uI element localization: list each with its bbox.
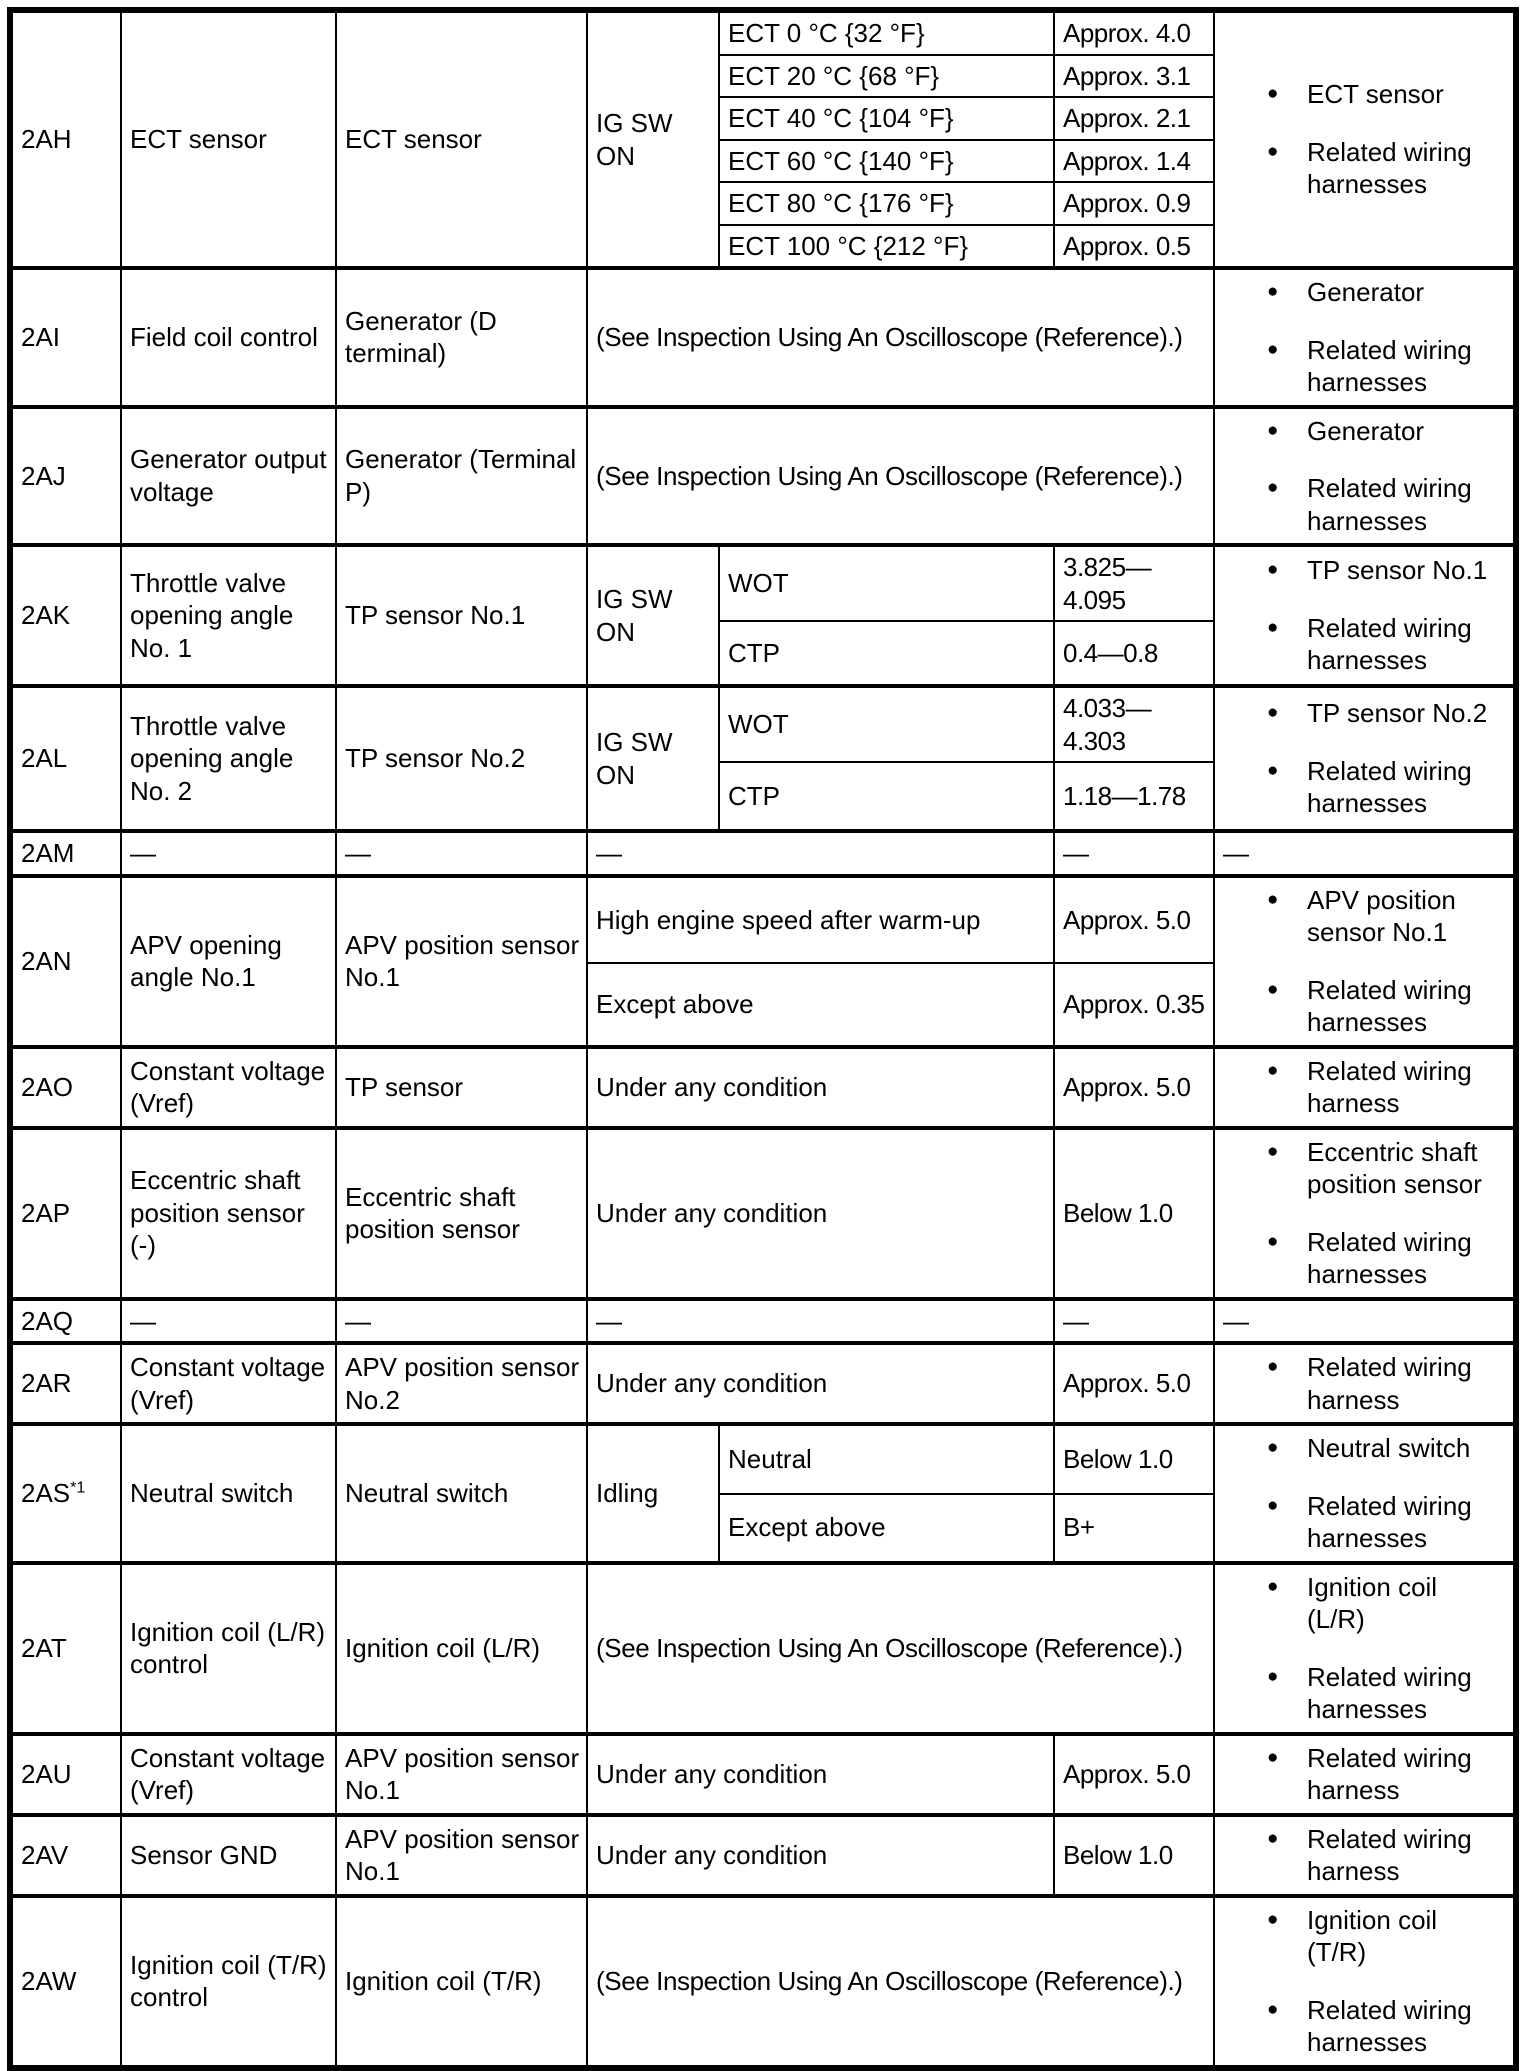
inspection-item xyxy=(1267,78,1509,111)
connected-to-cell: TP sensor No.1 xyxy=(336,545,587,686)
inspection-item-label: Related wiring harness xyxy=(1307,1352,1472,1415)
bullet-icon: ● xyxy=(1267,1746,1279,1768)
signal-cell: Constant voltage (Vref) xyxy=(121,1343,336,1424)
value-cell: Approx. 3.1 xyxy=(1054,55,1214,98)
inspection-item-label: Related wiring harnesses xyxy=(1307,1226,1472,1289)
inspection-item xyxy=(1267,884,1509,949)
inspection-item-label: Generator xyxy=(1307,277,1425,307)
inspection-item-label: Related wiring harnesses xyxy=(1307,612,1472,676)
inspection-item-label: Ignition coil (L/R) xyxy=(1307,1571,1438,1634)
inspection-list xyxy=(1219,1571,1509,1726)
inspection-item-label: Neutral switch xyxy=(1307,1433,1471,1463)
condition-cell: Under any condition xyxy=(587,1734,1054,1815)
value-cell: Approx. 4.0 xyxy=(1054,10,1214,55)
condition-cell: — xyxy=(587,831,1054,876)
terminal-code-cell: 2AT xyxy=(10,1563,121,1734)
inspection-cell xyxy=(1214,1128,1516,1299)
terminal-code-cell xyxy=(10,1424,121,1563)
inspection-cell xyxy=(1214,10,1516,268)
inspection-item-label: Related wiring harness xyxy=(1307,1055,1472,1118)
inspection-item-label: Related wiring harness xyxy=(1307,1742,1472,1805)
bullet-icon: ● xyxy=(1267,281,1279,302)
terminal-code-cell: 2AU xyxy=(10,1734,121,1815)
inspection-cell: — xyxy=(1214,831,1516,876)
value-cell: Approx. 0.5 xyxy=(1054,225,1214,269)
signal-cell: Constant voltage (Vref) xyxy=(121,1047,336,1128)
connected-to-cell: TP sensor No.2 xyxy=(336,686,587,831)
inspection-item xyxy=(1267,1661,1509,1726)
signal-cell: Field coil control xyxy=(121,268,336,407)
terminal-code-cell: 2AW xyxy=(10,1896,121,2068)
terminal-code-cell: 2AP xyxy=(10,1128,121,1299)
inspection-list xyxy=(1219,1351,1509,1416)
terminal-code-cell: 2AJ xyxy=(10,407,121,546)
condition-cell: IG SW ON xyxy=(587,545,719,686)
inspection-item xyxy=(1267,334,1509,399)
table-row xyxy=(10,10,1516,55)
connected-to-cell: — xyxy=(336,831,587,876)
signal-cell: Throttle valve opening angle No. 1 xyxy=(121,545,336,686)
connected-to-cell: Neutral switch xyxy=(336,1424,587,1563)
sub-condition-cell: Except above xyxy=(587,963,1054,1046)
sub-condition-cell: CTP xyxy=(719,621,1054,686)
inspection-item xyxy=(1267,1490,1509,1555)
terminal-code-cell: 2AI xyxy=(10,268,121,407)
connected-to-cell: APV position sensor No.2 xyxy=(336,1343,587,1424)
inspection-cell xyxy=(1214,407,1516,546)
inspection-item xyxy=(1267,1136,1509,1201)
inspection-list xyxy=(1219,884,1509,1039)
condition-cell: — xyxy=(587,1299,1054,1344)
signal-cell: Generator output voltage xyxy=(121,407,336,546)
bullet-icon: ● xyxy=(1267,978,1279,1000)
note-cell: (See Inspection Using An Oscilloscope (Reference).) xyxy=(587,407,1214,546)
inspection-item-label: Related wiring harnesses xyxy=(1307,473,1472,536)
sub-condition-cell: ECT 60 °C {140 °F} xyxy=(719,140,1054,183)
table-row xyxy=(10,407,1516,546)
inspection-list xyxy=(1219,554,1509,677)
terminal-code: 2AS xyxy=(21,1478,71,1508)
sub-condition-cell: ECT 20 °C {68 °F} xyxy=(719,55,1054,98)
inspection-list xyxy=(1219,1823,1509,1888)
value-cell: Approx. 1.4 xyxy=(1054,140,1214,183)
inspection-item xyxy=(1267,612,1509,677)
bullet-icon: ● xyxy=(1267,1437,1279,1458)
value-cell: Approx. 5.0 xyxy=(1054,876,1214,964)
inspection-list xyxy=(1219,276,1509,399)
connected-to-cell: APV position sensor No.1 xyxy=(336,876,587,1047)
value-cell: Approx. 5.0 xyxy=(1054,1343,1214,1424)
inspection-item-label: Ignition coil (T/R) xyxy=(1307,1904,1438,1967)
inspection-list xyxy=(1219,1742,1509,1807)
bullet-icon: ● xyxy=(1267,559,1279,581)
signal-cell: APV opening angle No.1 xyxy=(121,876,336,1047)
bullet-icon: ● xyxy=(1267,1356,1279,1377)
inspection-item-label: Related wiring harnesses xyxy=(1307,1490,1472,1553)
signal-cell: ECT sensor xyxy=(121,10,336,268)
value-cell: Approx. 2.1 xyxy=(1054,97,1214,140)
bullet-icon: ● xyxy=(1267,419,1279,441)
value-cell: Approx. 0.9 xyxy=(1054,182,1214,225)
inspection-cell xyxy=(1214,1343,1516,1424)
bullet-icon: ● xyxy=(1267,1998,1279,2020)
inspection-item xyxy=(1267,1994,1509,2059)
table-row xyxy=(10,1299,1516,1344)
table-row xyxy=(10,1047,1516,1128)
inspection-item xyxy=(1267,974,1509,1039)
bullet-icon: ● xyxy=(1267,477,1279,498)
sub-condition-cell: ECT 40 °C {104 °F} xyxy=(719,97,1054,140)
bullet-icon: ● xyxy=(1267,702,1279,724)
bullet-icon: ● xyxy=(1267,759,1279,781)
inspection-item xyxy=(1267,1226,1509,1291)
table-row xyxy=(10,1896,1516,2068)
inspection-item xyxy=(1267,1351,1509,1416)
bullet-icon: ● xyxy=(1267,1140,1279,1162)
value-cell: Approx. 5.0 xyxy=(1054,1047,1214,1128)
inspection-item xyxy=(1267,276,1509,309)
sub-condition-cell: ECT 0 °C {32 °F} xyxy=(719,10,1054,55)
terminal-code-cell: 2AR xyxy=(10,1343,121,1424)
bullet-icon: ● xyxy=(1267,888,1279,910)
inspection-item-label: Related wiring harnesses xyxy=(1307,334,1472,397)
inspection-cell xyxy=(1214,1047,1516,1128)
inspection-item xyxy=(1267,554,1509,587)
table-row xyxy=(10,268,1516,407)
connected-to-cell: APV position sensor No.1 xyxy=(336,1734,587,1815)
inspection-cell: — xyxy=(1214,1299,1516,1344)
condition-cell: Under any condition xyxy=(587,1047,1054,1128)
connected-to-cell: Generator (D terminal) xyxy=(336,268,587,407)
table-row xyxy=(10,1424,1516,1494)
inspection-item xyxy=(1267,1055,1509,1120)
signal-cell: Constant voltage (Vref) xyxy=(121,1734,336,1815)
terminal-code-cell: 2AO xyxy=(10,1047,121,1128)
terminal-voltage-table xyxy=(7,7,1519,2071)
note-cell: (See Inspection Using An Oscilloscope (Reference).) xyxy=(587,1563,1214,1734)
condition-cell: IG SW ON xyxy=(587,10,719,268)
sub-condition-cell: WOT xyxy=(719,545,1054,621)
condition-cell: Idling xyxy=(587,1424,719,1563)
inspection-list xyxy=(1219,1904,1509,2059)
value-cell: 0.4—0.8 xyxy=(1054,621,1214,686)
inspection-item xyxy=(1267,697,1509,730)
connected-to-cell: — xyxy=(336,1299,587,1344)
inspection-list xyxy=(1219,1432,1509,1555)
terminal-code-cell: 2AV xyxy=(10,1815,121,1896)
inspection-item xyxy=(1267,1571,1509,1636)
inspection-item xyxy=(1267,136,1509,201)
inspection-item xyxy=(1267,755,1509,820)
condition-cell: Under any condition xyxy=(587,1343,1054,1424)
table-row xyxy=(10,545,1516,621)
table-row xyxy=(10,1128,1516,1299)
inspection-item-label: Related wiring harnesses xyxy=(1307,136,1472,200)
inspection-cell xyxy=(1214,1815,1516,1896)
footnote-marker: *1 xyxy=(70,1478,86,1497)
connected-to-cell: Eccentric shaft position sensor xyxy=(336,1128,587,1299)
bullet-icon: ● xyxy=(1267,616,1279,638)
inspection-cell xyxy=(1214,1424,1516,1563)
condition-cell: Under any condition xyxy=(587,1815,1054,1896)
value-cell: Below 1.0 xyxy=(1054,1424,1214,1494)
inspection-item-label: Related wiring harnesses xyxy=(1307,1994,1472,2057)
bullet-icon: ● xyxy=(1267,1059,1279,1081)
inspection-item-label: Related wiring harnesses xyxy=(1307,974,1472,1037)
value-cell: B+ xyxy=(1054,1494,1214,1563)
value-cell: 1.18—1.78 xyxy=(1054,762,1214,831)
sub-condition-cell: WOT xyxy=(719,686,1054,762)
sub-condition-cell: High engine speed after warm-up xyxy=(587,876,1054,964)
inspection-item-label: Related wiring harnesses xyxy=(1307,1661,1472,1724)
inspection-item-label: APV position sensor No.1 xyxy=(1307,884,1456,947)
sub-condition-cell: Except above xyxy=(719,1494,1054,1563)
bullet-icon: ● xyxy=(1267,83,1279,105)
inspection-cell xyxy=(1214,268,1516,407)
inspection-item xyxy=(1267,472,1509,537)
value-cell: — xyxy=(1054,1299,1214,1344)
signal-cell: — xyxy=(121,831,336,876)
sub-condition-cell: Neutral xyxy=(719,1424,1054,1494)
signal-cell: Throttle valve opening angle No. 2 xyxy=(121,686,336,831)
connected-to-cell: APV position sensor No.1 xyxy=(336,1815,587,1896)
value-cell: — xyxy=(1054,831,1214,876)
inspection-list xyxy=(1219,1055,1509,1120)
inspection-item-label: TP sensor No.1 xyxy=(1307,555,1488,586)
inspection-item xyxy=(1267,1742,1509,1807)
signal-cell: Eccentric shaft position sensor (-) xyxy=(121,1128,336,1299)
inspection-item-label: TP sensor No.2 xyxy=(1307,698,1488,729)
inspection-cell xyxy=(1214,686,1516,831)
table-row xyxy=(10,686,1516,762)
signal-cell: — xyxy=(121,1299,336,1344)
table-row xyxy=(10,876,1516,964)
terminal-code-cell: 2AM xyxy=(10,831,121,876)
note-cell: (See Inspection Using An Oscilloscope (Reference).) xyxy=(587,1896,1214,2068)
inspection-list xyxy=(1219,415,1509,538)
inspection-item xyxy=(1267,1904,1509,1969)
connected-to-cell: Generator (Terminal P) xyxy=(336,407,587,546)
value-cell: Below 1.0 xyxy=(1054,1815,1214,1896)
connected-to-cell: TP sensor xyxy=(336,1047,587,1128)
inspection-item xyxy=(1267,1432,1509,1465)
note-cell: (See Inspection Using An Oscilloscope (Reference).) xyxy=(587,268,1214,407)
bullet-icon: ● xyxy=(1267,1908,1279,1930)
signal-cell: Sensor GND xyxy=(121,1815,336,1896)
terminal-code-cell: 2AQ xyxy=(10,1299,121,1344)
inspection-item xyxy=(1267,415,1509,448)
inspection-cell xyxy=(1214,545,1516,686)
condition-cell: Under any condition xyxy=(587,1128,1054,1299)
inspection-list xyxy=(1219,78,1509,201)
terminal-code-cell: 2AK xyxy=(10,545,121,686)
connected-to-cell: ECT sensor xyxy=(336,10,587,268)
inspection-item-label: Eccentric shaft position sensor xyxy=(1307,1136,1482,1199)
inspection-cell xyxy=(1214,1563,1516,1734)
inspection-item-label: Related wiring harness xyxy=(1307,1823,1472,1886)
bullet-icon: ● xyxy=(1267,1230,1279,1252)
inspection-cell xyxy=(1214,1734,1516,1815)
inspection-list xyxy=(1219,1136,1509,1291)
signal-cell: Ignition coil (T/R) control xyxy=(121,1896,336,2068)
connected-to-cell: Ignition coil (L/R) xyxy=(336,1563,587,1734)
sub-condition-cell: CTP xyxy=(719,762,1054,831)
inspection-cell xyxy=(1214,876,1516,1047)
value-cell: 4.033—4.303 xyxy=(1054,686,1214,762)
bullet-icon: ● xyxy=(1267,1575,1279,1597)
terminal-code-cell: 2AL xyxy=(10,686,121,831)
sub-condition-cell: ECT 80 °C {176 °F} xyxy=(719,182,1054,225)
signal-cell: Ignition coil (L/R) control xyxy=(121,1563,336,1734)
value-cell: Approx. 0.35 xyxy=(1054,963,1214,1046)
sub-condition-cell: ECT 100 °C {212 °F} xyxy=(719,225,1054,269)
bullet-icon: ● xyxy=(1267,1494,1279,1516)
bullet-icon: ● xyxy=(1267,1665,1279,1687)
inspection-item xyxy=(1267,1823,1509,1888)
inspection-item-label: Generator xyxy=(1307,415,1425,446)
inspection-item-label: Related wiring harnesses xyxy=(1307,755,1472,819)
inspection-list xyxy=(1219,697,1509,820)
table-row xyxy=(10,1734,1516,1815)
terminal-code-cell: 2AH xyxy=(10,10,121,268)
terminal-code-cell: 2AN xyxy=(10,876,121,1047)
value-cell: Below 1.0 xyxy=(1054,1128,1214,1299)
bullet-icon: ● xyxy=(1267,140,1279,162)
value-cell: Approx. 5.0 xyxy=(1054,1734,1214,1815)
bullet-icon: ● xyxy=(1267,338,1279,360)
value-cell: 3.825—4.095 xyxy=(1054,545,1214,621)
connected-to-cell: Ignition coil (T/R) xyxy=(336,1896,587,2068)
table-row xyxy=(10,1563,1516,1734)
table-row xyxy=(10,1815,1516,1896)
condition-cell: IG SW ON xyxy=(587,686,719,831)
inspection-cell xyxy=(1214,1896,1516,2068)
table-row xyxy=(10,1343,1516,1424)
signal-cell: Neutral switch xyxy=(121,1424,336,1563)
inspection-item-label: ECT sensor xyxy=(1307,79,1444,110)
table-row xyxy=(10,831,1516,876)
bullet-icon: ● xyxy=(1267,1827,1279,1849)
